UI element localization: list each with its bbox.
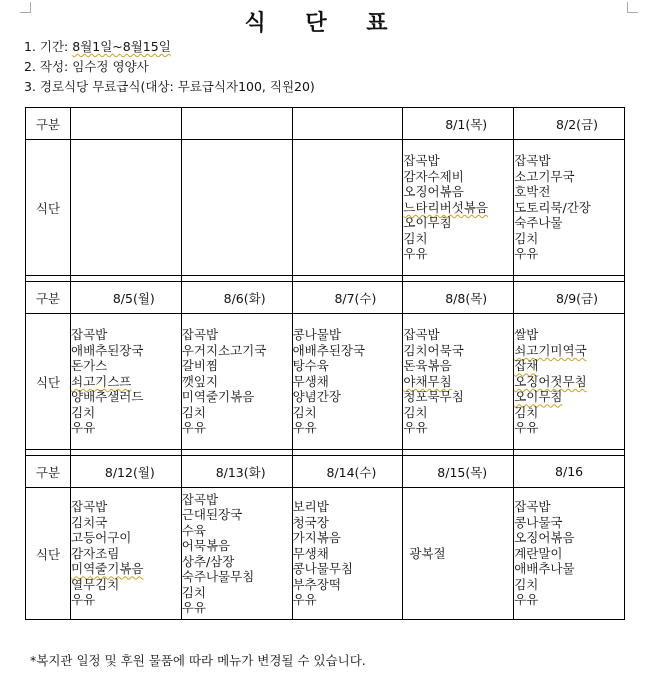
date-cell bbox=[292, 108, 403, 140]
category-label: 구분 bbox=[26, 456, 71, 488]
menu-item bbox=[514, 374, 624, 390]
menu-item-text: 쇠고기미역국 bbox=[514, 342, 587, 358]
menu-item bbox=[514, 530, 624, 546]
menu-item bbox=[182, 523, 292, 539]
info-line-period bbox=[24, 39, 171, 55]
menu-item-text: 우유 bbox=[292, 420, 317, 436]
date-cell: 8/16 bbox=[514, 456, 625, 488]
menu-item bbox=[182, 492, 292, 508]
menu-item bbox=[293, 499, 403, 515]
menu-item bbox=[514, 343, 624, 359]
menu-item bbox=[403, 246, 513, 262]
menu-item-text: 양배추샐러드 bbox=[71, 389, 144, 405]
menu-item-text: 김치 bbox=[403, 404, 428, 420]
date-cell: 8/7(수) bbox=[292, 282, 403, 314]
menu-item-text: 우유 bbox=[403, 246, 428, 262]
menu-item bbox=[293, 546, 403, 562]
menu-item bbox=[71, 546, 181, 562]
menu-cell bbox=[71, 488, 182, 620]
menu-item-text: 광복절 bbox=[409, 545, 446, 561]
info-author-value: 임수정 영양사 bbox=[72, 59, 149, 74]
menu-item bbox=[403, 389, 513, 405]
menu-cell bbox=[403, 314, 514, 450]
page-title: 식 단 표 bbox=[244, 10, 404, 36]
category-label: 구분 bbox=[26, 108, 71, 140]
meal-label: 식단 bbox=[26, 314, 71, 450]
menu-item bbox=[403, 374, 513, 390]
menu-item bbox=[182, 507, 292, 523]
menu-item bbox=[293, 420, 403, 436]
menu-item bbox=[182, 420, 292, 436]
info-author-prefix: 2. 작성: bbox=[24, 59, 73, 74]
menu-item-text: 무생채 bbox=[292, 373, 329, 389]
menu-item-text: 우유 bbox=[181, 420, 206, 436]
menu-item-text: 어묵볶음 bbox=[181, 538, 231, 553]
meal-row bbox=[26, 314, 625, 450]
menu-item-text: 쌀밥 bbox=[514, 327, 539, 343]
menu-cell bbox=[403, 488, 514, 620]
menu-item bbox=[182, 538, 292, 554]
menu-item bbox=[71, 389, 181, 405]
menu-item bbox=[403, 169, 513, 185]
meal-row bbox=[26, 140, 625, 276]
menu-item bbox=[403, 231, 513, 247]
menu-item bbox=[403, 405, 513, 421]
menu-item bbox=[182, 358, 292, 374]
menu-item-text: 김치 bbox=[71, 404, 96, 420]
menu-item-text: 김치 bbox=[514, 230, 539, 246]
menu-item bbox=[182, 569, 292, 585]
menu-item bbox=[403, 215, 513, 231]
date-cell: 8/9(금) bbox=[514, 282, 625, 314]
menu-item bbox=[514, 200, 624, 216]
menu-item-text: 숙주나물무침 bbox=[181, 569, 255, 584]
menu-item bbox=[293, 577, 403, 593]
menu-item-text: 쇠고기스프 bbox=[71, 373, 132, 389]
menu-item-text: 수육 bbox=[181, 522, 206, 538]
info-period-value: 8월1일~8월15일 bbox=[72, 39, 171, 54]
menu-item bbox=[293, 358, 403, 374]
menu-item bbox=[403, 153, 513, 169]
menu-item-text: 김치 bbox=[292, 404, 317, 420]
menu-item bbox=[293, 327, 403, 343]
menu-item bbox=[293, 561, 403, 577]
menu-cell bbox=[514, 488, 625, 620]
menu-item-text: 감자조림 bbox=[71, 545, 120, 561]
date-cell: 8/8(목) bbox=[403, 282, 514, 314]
menu-item bbox=[182, 554, 292, 570]
info-line-target bbox=[24, 79, 315, 95]
menu-item-text: 소고기무국 bbox=[514, 168, 575, 184]
date-cell bbox=[71, 108, 182, 140]
menu-item-text: 김치 bbox=[181, 404, 206, 420]
date-cell: 8/15(목) bbox=[403, 456, 514, 488]
menu-item-text: 미역줄기볶음 bbox=[71, 561, 144, 577]
date-header-row bbox=[26, 456, 625, 488]
menu-item bbox=[293, 374, 403, 390]
menu-item-text: 호박전 bbox=[514, 184, 551, 200]
menu-cell bbox=[181, 140, 292, 276]
menu-item-text: 우유 bbox=[71, 420, 96, 436]
menu-cell bbox=[403, 140, 514, 276]
date-cell: 8/12(월) bbox=[71, 456, 182, 488]
menu-item-text: 감자수제비 bbox=[403, 168, 464, 184]
info-line-author bbox=[24, 59, 149, 75]
date-cell: 8/13(화) bbox=[181, 456, 292, 488]
category-label: 구분 bbox=[26, 282, 71, 314]
info-target-prefix: 3. 경로식당 bbox=[24, 79, 93, 94]
menu-item bbox=[71, 592, 181, 608]
menu-item-text: 돈가스 bbox=[71, 358, 108, 374]
menu-item-text: 오이무침 bbox=[403, 215, 452, 231]
menu-cell bbox=[514, 140, 625, 276]
menu-item-text: 오징어젓무침 bbox=[514, 373, 587, 389]
menu-item-text: 콩나물밥 bbox=[292, 327, 341, 343]
menu-item-text: 애배추된장국 bbox=[292, 342, 366, 358]
menu-item bbox=[403, 343, 513, 359]
menu-item bbox=[293, 592, 403, 608]
menu-item-text: 잡곡밥 bbox=[403, 153, 440, 169]
menu-item-text: 우유 bbox=[71, 592, 96, 608]
menu-cell bbox=[181, 314, 292, 450]
menu-item bbox=[71, 374, 181, 390]
menu-item-text: 양념간장 bbox=[292, 389, 341, 405]
menu-item bbox=[514, 231, 624, 247]
menu-item bbox=[293, 530, 403, 546]
menu-item bbox=[514, 169, 624, 185]
menu-item bbox=[182, 343, 292, 359]
meal-label: 식단 bbox=[26, 140, 71, 276]
menu-item-text: 잡곡밥 bbox=[181, 491, 219, 507]
date-header-row bbox=[26, 108, 625, 140]
menu-item bbox=[514, 358, 624, 374]
menu-item-text: 오징어볶음 bbox=[514, 530, 575, 546]
menu-item bbox=[71, 405, 181, 421]
menu-item bbox=[403, 327, 513, 343]
footnote: *복지관 일정 및 후원 물품에 따라 메뉴가 변경될 수 있습니다. bbox=[30, 653, 366, 668]
menu-item-text: 열무김치 bbox=[71, 576, 120, 592]
menu-cell bbox=[292, 140, 403, 276]
menu-item-text: 보리밥 bbox=[292, 499, 329, 515]
menu-item bbox=[514, 389, 624, 405]
menu-item-text: 잡곡밥 bbox=[514, 499, 551, 515]
menu-item bbox=[514, 499, 624, 515]
menu-item-text: 야채무침 bbox=[403, 373, 452, 389]
menu-item-text: 우유 bbox=[514, 246, 539, 262]
menu-item-text: 갈비찜 bbox=[181, 358, 219, 374]
menu-item bbox=[293, 515, 403, 531]
menu-item bbox=[182, 600, 292, 616]
menu-item-text: 숙주나물 bbox=[514, 215, 563, 231]
menu-item bbox=[182, 405, 292, 421]
menu-item-text: 애배추나물 bbox=[514, 561, 575, 577]
menu-item-text: 잡곡밥 bbox=[514, 153, 551, 169]
meal-row bbox=[26, 488, 625, 620]
menu-item bbox=[403, 184, 513, 200]
menu-item-text: 김치 bbox=[514, 404, 539, 420]
menu-item bbox=[71, 420, 181, 436]
menu-item bbox=[71, 561, 181, 577]
menu-item bbox=[293, 389, 403, 405]
menu-item bbox=[71, 499, 181, 515]
menu-item-text: 오이무침 bbox=[514, 389, 563, 405]
date-cell: 8/2(금) bbox=[514, 108, 625, 140]
menu-item-text: 김치 bbox=[514, 576, 539, 592]
menu-item-text: 우유 bbox=[403, 420, 428, 436]
menu-item bbox=[403, 200, 513, 216]
date-cell bbox=[181, 108, 292, 140]
menu-item bbox=[514, 246, 624, 262]
menu-item-text: 계란말이 bbox=[514, 545, 563, 561]
menu-item bbox=[71, 577, 181, 593]
menu-item-text: 도토리묵/간장 bbox=[514, 199, 591, 215]
menu-item bbox=[71, 358, 181, 374]
menu-item-text: 콩나물국 bbox=[514, 514, 563, 530]
date-cell: 8/6(화) bbox=[181, 282, 292, 314]
menu-item-text: 깻잎지 bbox=[181, 373, 219, 389]
menu-item-text: 부추장떡 bbox=[292, 576, 341, 592]
menu-item-text: 청포묵무침 bbox=[403, 389, 464, 405]
menu-item bbox=[514, 184, 624, 200]
menu-item bbox=[182, 389, 292, 405]
menu-cell bbox=[71, 140, 182, 276]
menu-item-text: 김치어묵국 bbox=[403, 342, 464, 358]
menu-item bbox=[514, 577, 624, 593]
menu-item bbox=[514, 153, 624, 169]
menu-item-text: 우유 bbox=[514, 592, 539, 608]
menu-item bbox=[71, 530, 181, 546]
menu-item bbox=[182, 585, 292, 601]
menu-item-text: 김치 bbox=[403, 230, 428, 246]
menu-item bbox=[293, 343, 403, 359]
menu-item-text: 콩나물무침 bbox=[292, 561, 353, 577]
menu-item bbox=[293, 405, 403, 421]
menu-cell bbox=[292, 314, 403, 450]
date-header-row bbox=[26, 282, 625, 314]
menu-item bbox=[514, 215, 624, 231]
menu-item-text: 가지볶음 bbox=[292, 530, 341, 546]
menu-item-text: 잡곡밥 bbox=[181, 327, 219, 343]
menu-item-text: 근대된장국 bbox=[181, 507, 243, 522]
menu-item bbox=[71, 343, 181, 359]
menu-item bbox=[403, 420, 513, 436]
menu-item-text: 돈육볶음 bbox=[403, 358, 452, 374]
menu-item-text: 오징어볶음 bbox=[403, 184, 464, 200]
menu-item-text: 김치국 bbox=[71, 514, 108, 530]
menu-cell bbox=[514, 314, 625, 450]
menu-cell bbox=[71, 314, 182, 450]
menu-item-text: 잡곡밥 bbox=[403, 327, 440, 343]
date-cell: 8/14(수) bbox=[292, 456, 403, 488]
menu-item-text: 잡채 bbox=[514, 358, 539, 374]
menu-item-text: 미역줄기볶음 bbox=[181, 389, 255, 405]
menu-item-text: 애배추된장국 bbox=[71, 342, 144, 358]
menu-item bbox=[514, 561, 624, 577]
menu-item bbox=[514, 546, 624, 562]
menu-item-text: 탕수육 bbox=[292, 358, 329, 374]
menu-item-text: 우유 bbox=[514, 420, 539, 436]
info-period-prefix: 1. 기간: bbox=[24, 39, 73, 54]
menu-item bbox=[514, 420, 624, 436]
menu-item-text: 상추/삼장 bbox=[181, 553, 235, 569]
menu-cell bbox=[181, 488, 292, 620]
menu-table bbox=[25, 107, 625, 620]
menu-item-text: 잡곡밥 bbox=[71, 499, 108, 515]
info-target-value: 무료급식(대상: 무료급식자100, 직원20) bbox=[92, 79, 315, 94]
menu-item-text: 잡곡밥 bbox=[71, 327, 108, 343]
menu-item-text: 우유 bbox=[181, 600, 206, 615]
date-cell: 8/1(목) bbox=[403, 108, 514, 140]
menu-item bbox=[514, 327, 624, 343]
menu-item-text: 고등어구이 bbox=[71, 530, 132, 546]
meal-label: 식단 bbox=[26, 488, 71, 620]
date-cell: 8/5(월) bbox=[71, 282, 182, 314]
menu-item bbox=[71, 327, 181, 343]
menu-item bbox=[71, 515, 181, 531]
menu-item-text: 무생채 bbox=[292, 545, 329, 561]
menu-item-text: 우유 bbox=[292, 592, 317, 608]
menu-item-text: 청국장 bbox=[292, 514, 329, 530]
menu-item bbox=[403, 358, 513, 374]
menu-cell bbox=[292, 488, 403, 620]
menu-item bbox=[409, 546, 513, 562]
menu-item bbox=[514, 592, 624, 608]
menu-item bbox=[182, 327, 292, 343]
menu-item-text: 우거지소고기국 bbox=[181, 342, 267, 358]
menu-item bbox=[514, 405, 624, 421]
menu-item-text: 느타리버섯볶음 bbox=[403, 199, 488, 215]
menu-item-text: 김치 bbox=[181, 584, 206, 600]
menu-item bbox=[514, 515, 624, 531]
menu-item bbox=[182, 374, 292, 390]
